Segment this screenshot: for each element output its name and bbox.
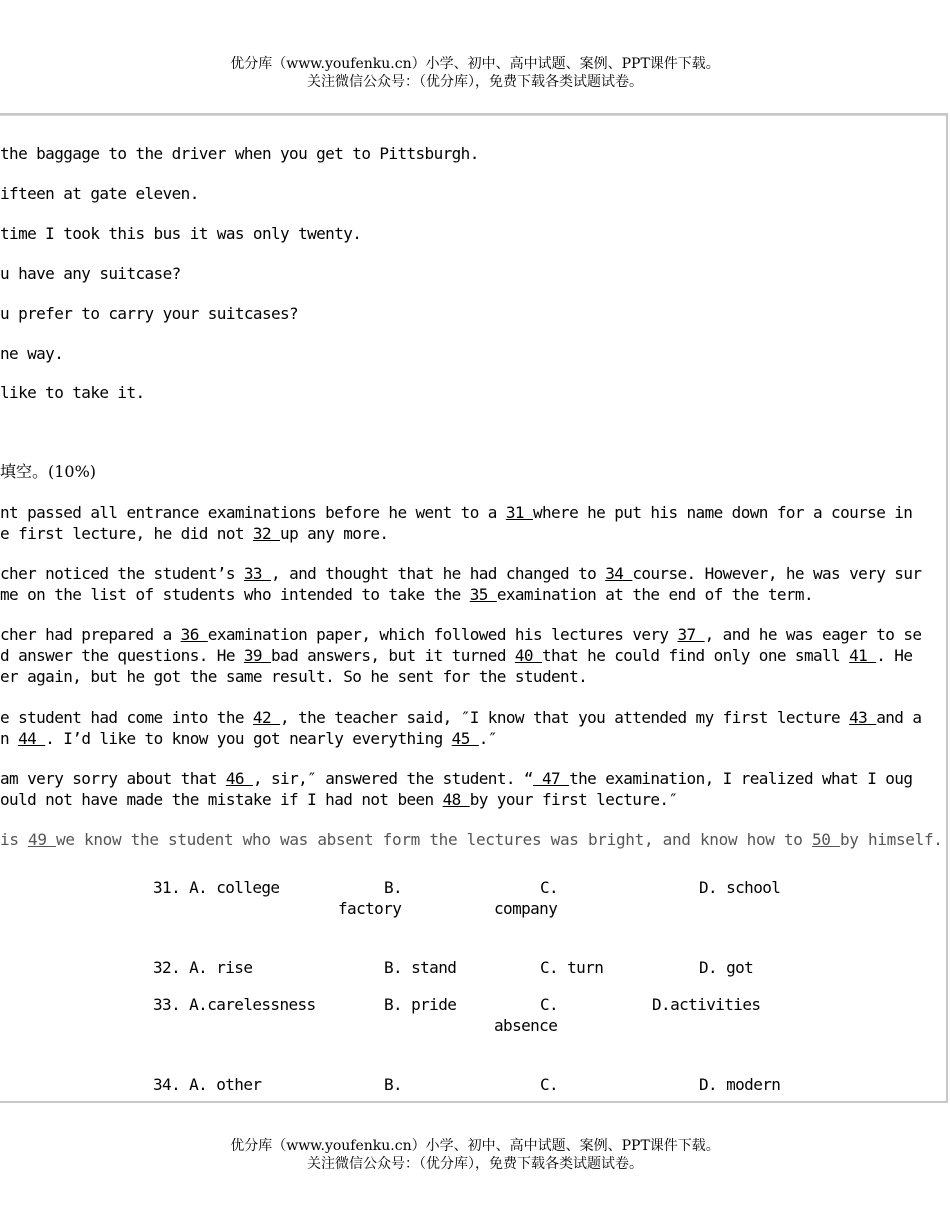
option-31-b-label: B. bbox=[384, 878, 403, 897]
passage-line: d answer the questions. He 39 bad answers, but it turned 40 that he could find only one small 41 . He bbox=[0, 646, 913, 665]
blank-36: 36 bbox=[180, 625, 208, 644]
blank-33: 33 bbox=[243, 564, 271, 583]
passage-line: er again, but he got the same result. So he sent for the student. bbox=[0, 667, 588, 686]
option-32-c: C. turn bbox=[540, 958, 604, 977]
blank-45: 45 bbox=[451, 729, 479, 748]
dialogue-line: u have any suitcase? bbox=[0, 264, 181, 283]
option-31-b-text: factory bbox=[338, 899, 402, 918]
passage-line: nt passed all entrance examinations before he went to a 31 where he put his name down for a course in bbox=[0, 503, 913, 522]
dialogue-line: ne way. bbox=[0, 344, 64, 363]
option-34-c: C. bbox=[540, 1075, 559, 1094]
blank-34: 34 bbox=[605, 564, 633, 583]
blank-31: 31 bbox=[505, 503, 533, 522]
option-32-b: B. stand bbox=[384, 958, 457, 977]
blank-46: 46 bbox=[225, 769, 253, 788]
option-34-b: B. bbox=[384, 1075, 403, 1094]
blank-35: 35 bbox=[469, 585, 497, 604]
blank-37: 37 bbox=[677, 625, 705, 644]
option-33-c-text: absence bbox=[494, 1016, 558, 1035]
section-title: 填空。(10%) bbox=[0, 462, 97, 481]
option-31-c-label: C. bbox=[540, 878, 559, 897]
blank-44: 44 bbox=[18, 729, 46, 748]
footer-line-1: 优分库（www.youfenku.cn）小学、初中、高中试题、案例、PPT课件下载。 bbox=[230, 1138, 720, 1154]
header-line-2: 关注微信公众号：（优分库），免费下载各类试题试卷。 bbox=[307, 74, 643, 90]
footer-line-2: 关注微信公众号：（优分库），免费下载各类试题试卷。 bbox=[307, 1156, 643, 1172]
dialogue-line: time I took this bus it was only twenty. bbox=[0, 224, 362, 243]
passage-line: n 44 . I’d like to know you got nearly everything 45 .″ bbox=[0, 729, 497, 748]
dialogue-line: like to take it. bbox=[0, 383, 145, 402]
dialogue-line: the baggage to the driver when you get to Pittsburgh. bbox=[0, 144, 479, 163]
page-footer bbox=[0, 1137, 950, 1173]
blank-48: 48 bbox=[442, 790, 470, 809]
page-header bbox=[0, 55, 950, 91]
passage-line: me on the list of students who intended to take the 35 examination at the end of the term. bbox=[0, 585, 813, 604]
option-32-a: 32. A. rise bbox=[153, 958, 253, 977]
blank-32: 32 bbox=[252, 524, 281, 543]
blank-39: 39 bbox=[243, 646, 271, 665]
option-33-a: 33. A.carelessness bbox=[153, 995, 316, 1014]
document-frame bbox=[0, 113, 948, 1103]
blank-49: 49 bbox=[28, 830, 56, 849]
blank-47: 47 bbox=[532, 769, 570, 788]
passage-line: e student had come into the 42 , the teacher said, ″I know that you attended my first lecture 43 and a bbox=[0, 708, 922, 727]
option-31-d: D. school bbox=[699, 878, 781, 897]
blank-42: 42 bbox=[252, 708, 281, 727]
passage-line: is 49 we know the student who was absent form the lectures was bright, and know how to 50 by himself. bbox=[0, 830, 943, 849]
header-line-1: 优分库（www.youfenku.cn）小学、初中、高中试题、案例、PPT课件下载。 bbox=[230, 56, 720, 72]
option-32-d: D. got bbox=[699, 958, 754, 977]
option-33-c-label: C. bbox=[540, 995, 559, 1014]
option-34-a: 34. A. other bbox=[153, 1075, 262, 1094]
passage-line: am very sorry about that 46 , sir,″ answered the student. “ 47 the examination, I realized what I oug bbox=[0, 769, 913, 788]
dialogue-line: ifteen at gate eleven. bbox=[0, 184, 199, 203]
dialogue-line: u prefer to carry your suitcases? bbox=[0, 304, 299, 323]
option-33-d: D.activities bbox=[652, 995, 761, 1014]
option-34-d: D. modern bbox=[699, 1075, 781, 1094]
document-content bbox=[0, 115, 946, 1102]
option-31-c-text: company bbox=[494, 899, 558, 918]
passage-line: cher noticed the student’s 33 , and thought that he had changed to 34 course. However, he was very sur bbox=[0, 564, 922, 583]
blank-40: 40 bbox=[514, 646, 542, 665]
passage-line: ould not have made the mistake if I had not been 48 by your first lecture.″ bbox=[0, 790, 678, 809]
blank-41: 41 bbox=[849, 646, 877, 665]
blank-43: 43 bbox=[849, 708, 877, 727]
option-31-a: 31. A. college bbox=[153, 878, 280, 897]
blank-50: 50 bbox=[811, 830, 840, 849]
passage-line: e first lecture, he did not 32 up any more. bbox=[0, 524, 389, 543]
option-33-b: B. pride bbox=[384, 995, 457, 1014]
passage-line: cher had prepared a 36 examination paper, which followed his lectures very 37 , and he was eager to se bbox=[0, 625, 922, 644]
